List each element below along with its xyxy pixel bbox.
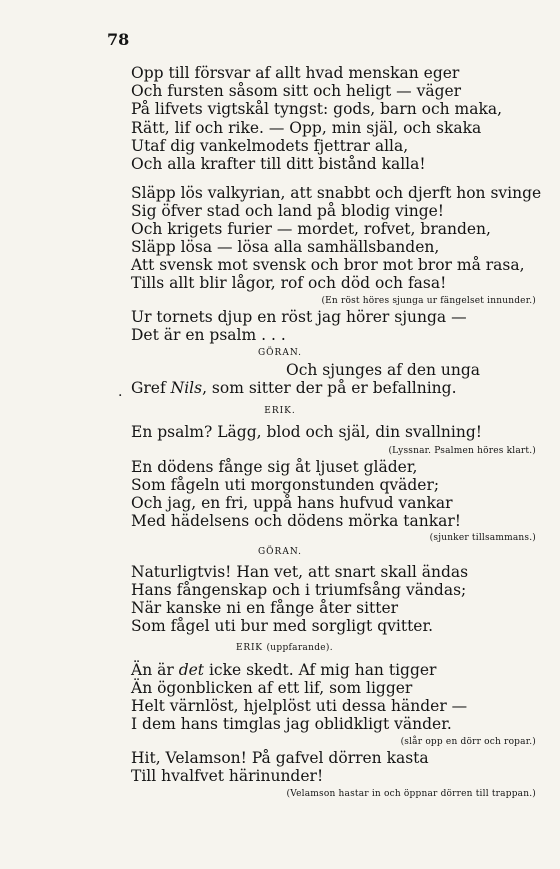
verse-word: icke skedt. Af mig han tigger xyxy=(208,661,437,679)
verse-line: Och fursten såsom sitt och heligt — väger xyxy=(131,82,462,100)
verse-line: Släpp lösa — lösa alla samhällsbanden, xyxy=(131,238,440,256)
verse-line: Ur tornets djup en röst jag hörer sjunga — xyxy=(131,308,467,326)
stage-direction: (En röst höres sjunga ur fängelset innunder.) xyxy=(321,296,536,306)
verse-line: Utaf dig vankelmodets fjettrar alla, xyxy=(131,137,409,155)
verse-line: Till hvalfvet härinunder! xyxy=(131,767,324,785)
margin-mark: . xyxy=(118,384,123,400)
verse-line: Hit, Velamson! På gafvel dörren kasta xyxy=(131,749,429,767)
stage-direction: (Velamson hastar in och öppnar dörren till trappan.) xyxy=(286,789,536,799)
verse-line: En psalm? Lägg, blod och själ, din svallning! xyxy=(131,423,482,441)
speaker-direction: (uppfarande). xyxy=(266,643,333,653)
stage-direction: (Lyssnar. Psalmen höres klart.) xyxy=(388,446,536,456)
speaker-name xyxy=(236,643,333,653)
verse-line xyxy=(131,663,436,679)
verse-line xyxy=(131,381,457,397)
verse-line: Och jag, en fri, uppå hans hufvud vankar xyxy=(131,494,453,512)
verse-line: Rätt, lif och rike. — Opp, min själ, och skaka xyxy=(131,119,482,137)
verse-line: Helt värnlöst, hjelplöst uti dessa händer — xyxy=(131,697,468,715)
verse-line: Opp till försvar af allt hvad menskan eger xyxy=(131,64,460,82)
speaker-name: GÖRAN. xyxy=(257,547,302,557)
verse-word: Gref xyxy=(131,379,166,397)
page-number: 78 xyxy=(107,30,130,49)
verse-line: När kanske ni en fånge åter sitter xyxy=(131,599,399,617)
verse-line: På lifvets vigtskål tyngst: gods, barn och maka, xyxy=(131,100,503,118)
name-emphasis: Nils xyxy=(170,379,203,397)
verse-line: Naturligtvis! Han vet, att snart skall ändas xyxy=(131,563,469,581)
verse-line: Det är en psalm . . . xyxy=(131,326,286,344)
verse-line: Hans fångenskap och i triumfsång vändas; xyxy=(131,581,467,599)
verse-line: En dödens fånge sig åt ljuset gläder, xyxy=(131,458,418,476)
verse-line: Släpp lös valkyrian, att snabbt och djerft hon svinge xyxy=(131,184,542,202)
stage-direction: (sjunker tillsammans.) xyxy=(429,533,536,543)
verse-line: Sig öfver stad och land på blodig vinge! xyxy=(131,202,445,220)
verse-line: Tills allt blir lågor, rof och död och fasa! xyxy=(131,274,447,292)
verse-line: Än ögonblicken af ett lif, som ligger xyxy=(131,679,413,697)
speaker-name: ERIK. xyxy=(264,406,296,416)
verse-word: , som sitter der på er befallning. xyxy=(202,379,457,397)
verse-line: Med hädelsens och dödens mörka tankar! xyxy=(131,512,462,530)
verse-line: Att svensk mot svensk och bror mot bror må rasa, xyxy=(131,256,525,274)
stage-direction: (slår opp en dörr och ropar.) xyxy=(400,737,536,747)
verse-line: I dem hans timglas jag oblidkligt vänder. xyxy=(131,715,452,733)
word-emphasis: det xyxy=(178,661,205,679)
verse-line: Och sjunges af den unga xyxy=(286,361,481,379)
verse-line: Som fågel uti bur med sorgligt qvitter. xyxy=(131,617,434,635)
verse-line: Och krigets furier — mordet, rofvet, branden, xyxy=(131,220,491,238)
verse-line: Som fågeln uti morgonstunden qväder; xyxy=(131,476,440,494)
speaker-name: GÖRAN. xyxy=(257,348,302,358)
verse-line: Och alla krafter till ditt bistånd kalla! xyxy=(131,155,426,173)
speaker-label: ERIK xyxy=(236,643,263,653)
verse-word: Än är xyxy=(131,661,174,679)
